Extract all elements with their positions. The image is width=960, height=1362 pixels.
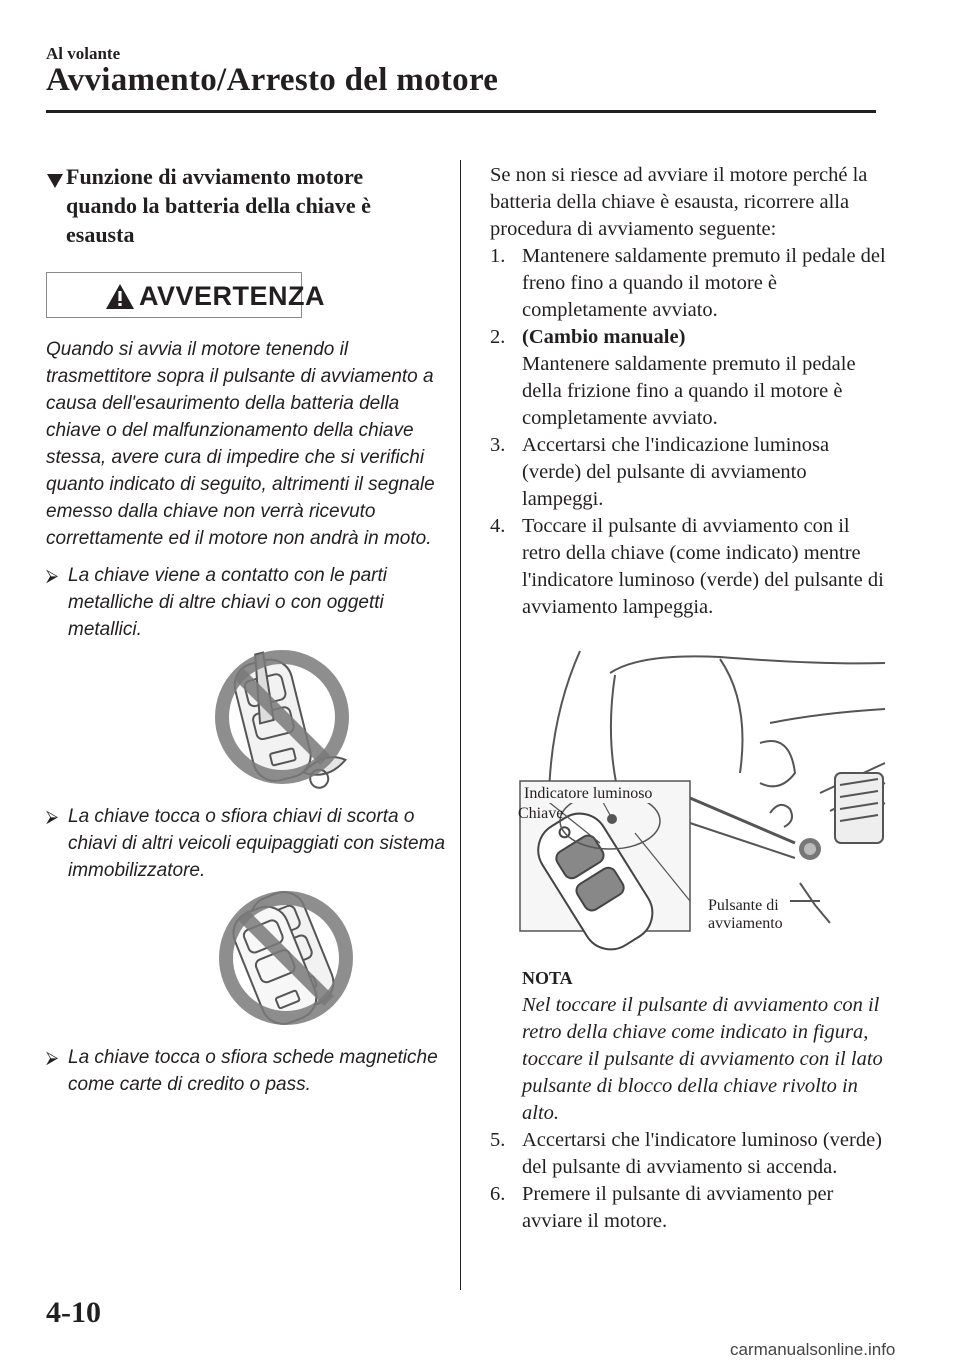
- bullet-item: [46, 803, 446, 884]
- step-text: Mantenere saldamente premuto il pedale del freno fino a quando il motore è completamente avviato.: [522, 245, 886, 321]
- note-title: NOTA: [522, 968, 573, 988]
- bullet-text: La chiave viene a contatto con le parti metalliche di altre chiavi o con oggetti metallici.: [68, 565, 387, 640]
- button-label-line1: Pulsante di: [708, 897, 779, 914]
- section-heading: [46, 162, 446, 249]
- column-divider: [460, 160, 461, 1290]
- step-item: [490, 432, 890, 513]
- step-text: Premere il pulsante di avviamento per avviare il motore.: [522, 1183, 834, 1232]
- note-text: Nel toccare il pulsante di avviamento con il retro della chiave come indicato in figura, toccare il pulsante di avviamento con il lato pulsante di blocco della chiave rivolto in alto.: [522, 994, 883, 1124]
- step-text: Accertarsi che l'indicazione luminosa (verde) del pulsante di avviamento lampeggi.: [522, 434, 830, 510]
- warning-label: AVVERTENZA: [139, 281, 326, 311]
- step-item: [490, 513, 890, 621]
- step-item: [490, 1181, 890, 1235]
- indicator-label: Indicatore luminoso: [524, 785, 653, 802]
- intro-text: Se non si riesce ad avviare il motore perché la batteria della chiave è esausta, ricorrere alla procedura di avviamento seguente:: [490, 164, 868, 240]
- warning-box: [46, 272, 326, 318]
- bullet-item: [46, 1044, 446, 1098]
- step-item: [490, 324, 890, 432]
- watermark-text: carmanualsonline.info: [730, 1340, 896, 1359]
- step-text: Toccare il pulsante di avviamento con il retro della chiave (come indicato) mentre l'indicatore luminoso (verde) del pulsante di avviamento lampeggia.: [522, 515, 884, 618]
- step-number: 2.: [490, 326, 506, 348]
- step-number: 3.: [490, 434, 506, 456]
- spare-key-figure: [46, 884, 446, 1034]
- step-item: [490, 243, 890, 324]
- section-label: Al volante: [46, 44, 121, 63]
- bullet-text: La chiave tocca o sfiora chiavi di scorta o chiavi di altri veicoli equipaggiati con sistema immobilizzatore.: [68, 806, 446, 881]
- step-bold-label: (Cambio manuale): [522, 326, 686, 348]
- step-number: 5.: [490, 1129, 506, 1151]
- note-block: [490, 965, 890, 1127]
- step-text: Mantenere saldamente premuto il pedale della frizione fino a quando il motore è completamente avviato.: [522, 353, 856, 429]
- step-text: Accertarsi che l'indicatore luminoso (verde) del pulsante di avviamento si accenda.: [522, 1129, 883, 1178]
- step-number: 6.: [490, 1183, 506, 1205]
- step-number: 1.: [490, 245, 506, 267]
- arrow-bullet-icon: ⮚: [46, 1048, 59, 1067]
- bullet-text: La chiave tocca o sfiora schede magnetiche come carte di credito o pass.: [68, 1047, 438, 1095]
- warning-content: [46, 336, 446, 1098]
- start-button-figure: [490, 643, 890, 955]
- page-number: 4-10: [46, 1296, 101, 1329]
- arrow-bullet-icon: ⮚: [46, 566, 59, 585]
- step-number: 4.: [490, 515, 506, 537]
- key-label: Chiave: [518, 805, 564, 822]
- button-label-line2: avviamento: [708, 915, 783, 932]
- metal-contact-figure: [46, 643, 446, 793]
- section-heading-text: Funzione di avviamento motore quando la batteria della chiave è esausta: [66, 164, 371, 247]
- step-item: [490, 1127, 890, 1181]
- title-rule: [46, 110, 876, 113]
- procedure-content: [490, 162, 890, 1235]
- warning-text: Quando si avvia il motore tenendo il trasmettitore sopra il pulsante di avviamento a causa dell'esaurimento della batteria della chiave o del malfunzionamento della chiave stessa, avere cura di impedire che si verifichi quanto indicato di seguito, altrimenti il segnale emesso dalla chiave non verrà ricevuto correttamente ed il motore non andrà in moto.: [46, 339, 435, 549]
- arrow-bullet-icon: ⮚: [46, 807, 59, 826]
- bullet-item: [46, 562, 446, 643]
- triangle-down-icon: [46, 167, 66, 196]
- warning-icon: [105, 283, 135, 310]
- page-title: Avviamento/Arresto del motore: [46, 62, 499, 98]
